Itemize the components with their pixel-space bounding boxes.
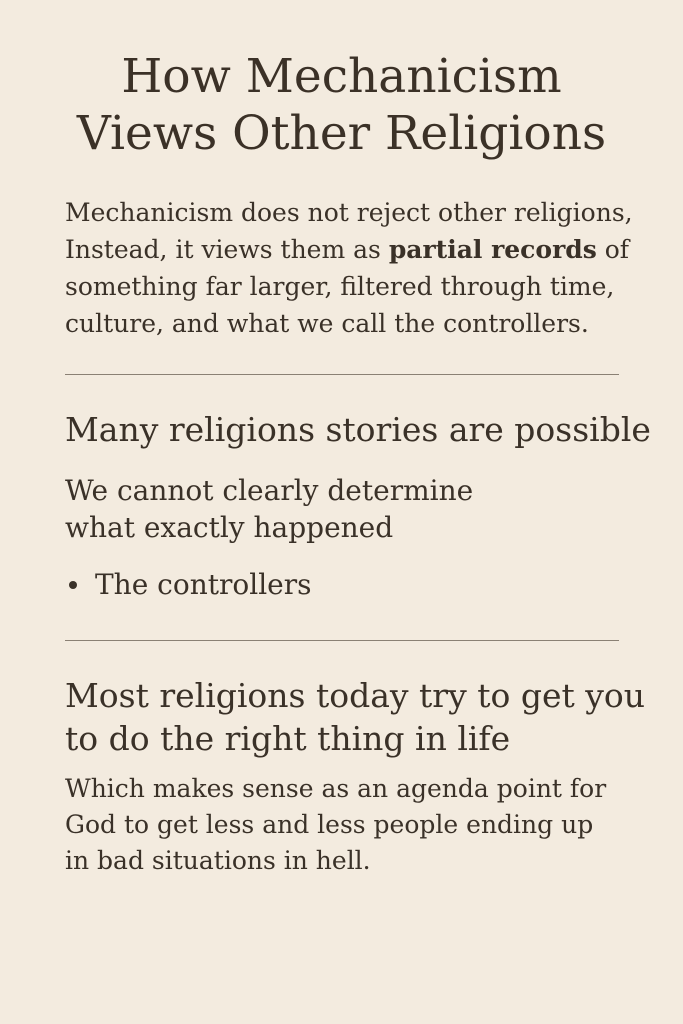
title-line-2: Views Other Religions (76, 106, 607, 161)
section-2-body-line-3: in bad situations in hell. (65, 846, 371, 875)
section-1-body-line-2: what exactly happened (65, 511, 394, 544)
page-title (0, 48, 683, 162)
section-1-heading-text: Many religions stories are possible (65, 410, 651, 449)
section-1-heading (65, 408, 651, 451)
partial-records-emphasis: partial records (388, 235, 597, 264)
section-2-heading-line-2: to do the right thing in life (65, 719, 511, 758)
section-2-body-line-1: Which makes sense as an agenda point for (65, 774, 607, 803)
section-1-body-line-1: We cannot clearly determine (65, 474, 474, 507)
bullet-item-label: The controllers (95, 568, 312, 601)
section-1-bullet-list (65, 566, 311, 603)
intro-line-2 (65, 231, 630, 268)
divider-2 (65, 640, 619, 641)
section-2-body-line-2: God to get less and less people ending up (65, 810, 594, 839)
section-2-body (65, 771, 625, 879)
section-2-heading (65, 674, 645, 760)
bullet-item (65, 566, 311, 603)
intro-paragraph (65, 194, 633, 342)
section-2-heading-line-1: Most religions today try to get you (65, 676, 645, 715)
intro-line-3: something far larger, filtered through time, (65, 272, 615, 301)
bullet-icon (69, 581, 77, 589)
intro-line-2-tail: of (596, 235, 630, 264)
section-1-body (65, 472, 625, 546)
intro-line-1: Mechanicism does not reject other religions, (65, 198, 633, 227)
intro-line-2-text: Instead, it views them as (65, 235, 389, 264)
title-line-1: How Mechanicism (121, 49, 562, 104)
intro-line-4: culture, and what we call the controllers. (65, 309, 589, 338)
divider-1 (65, 374, 619, 375)
